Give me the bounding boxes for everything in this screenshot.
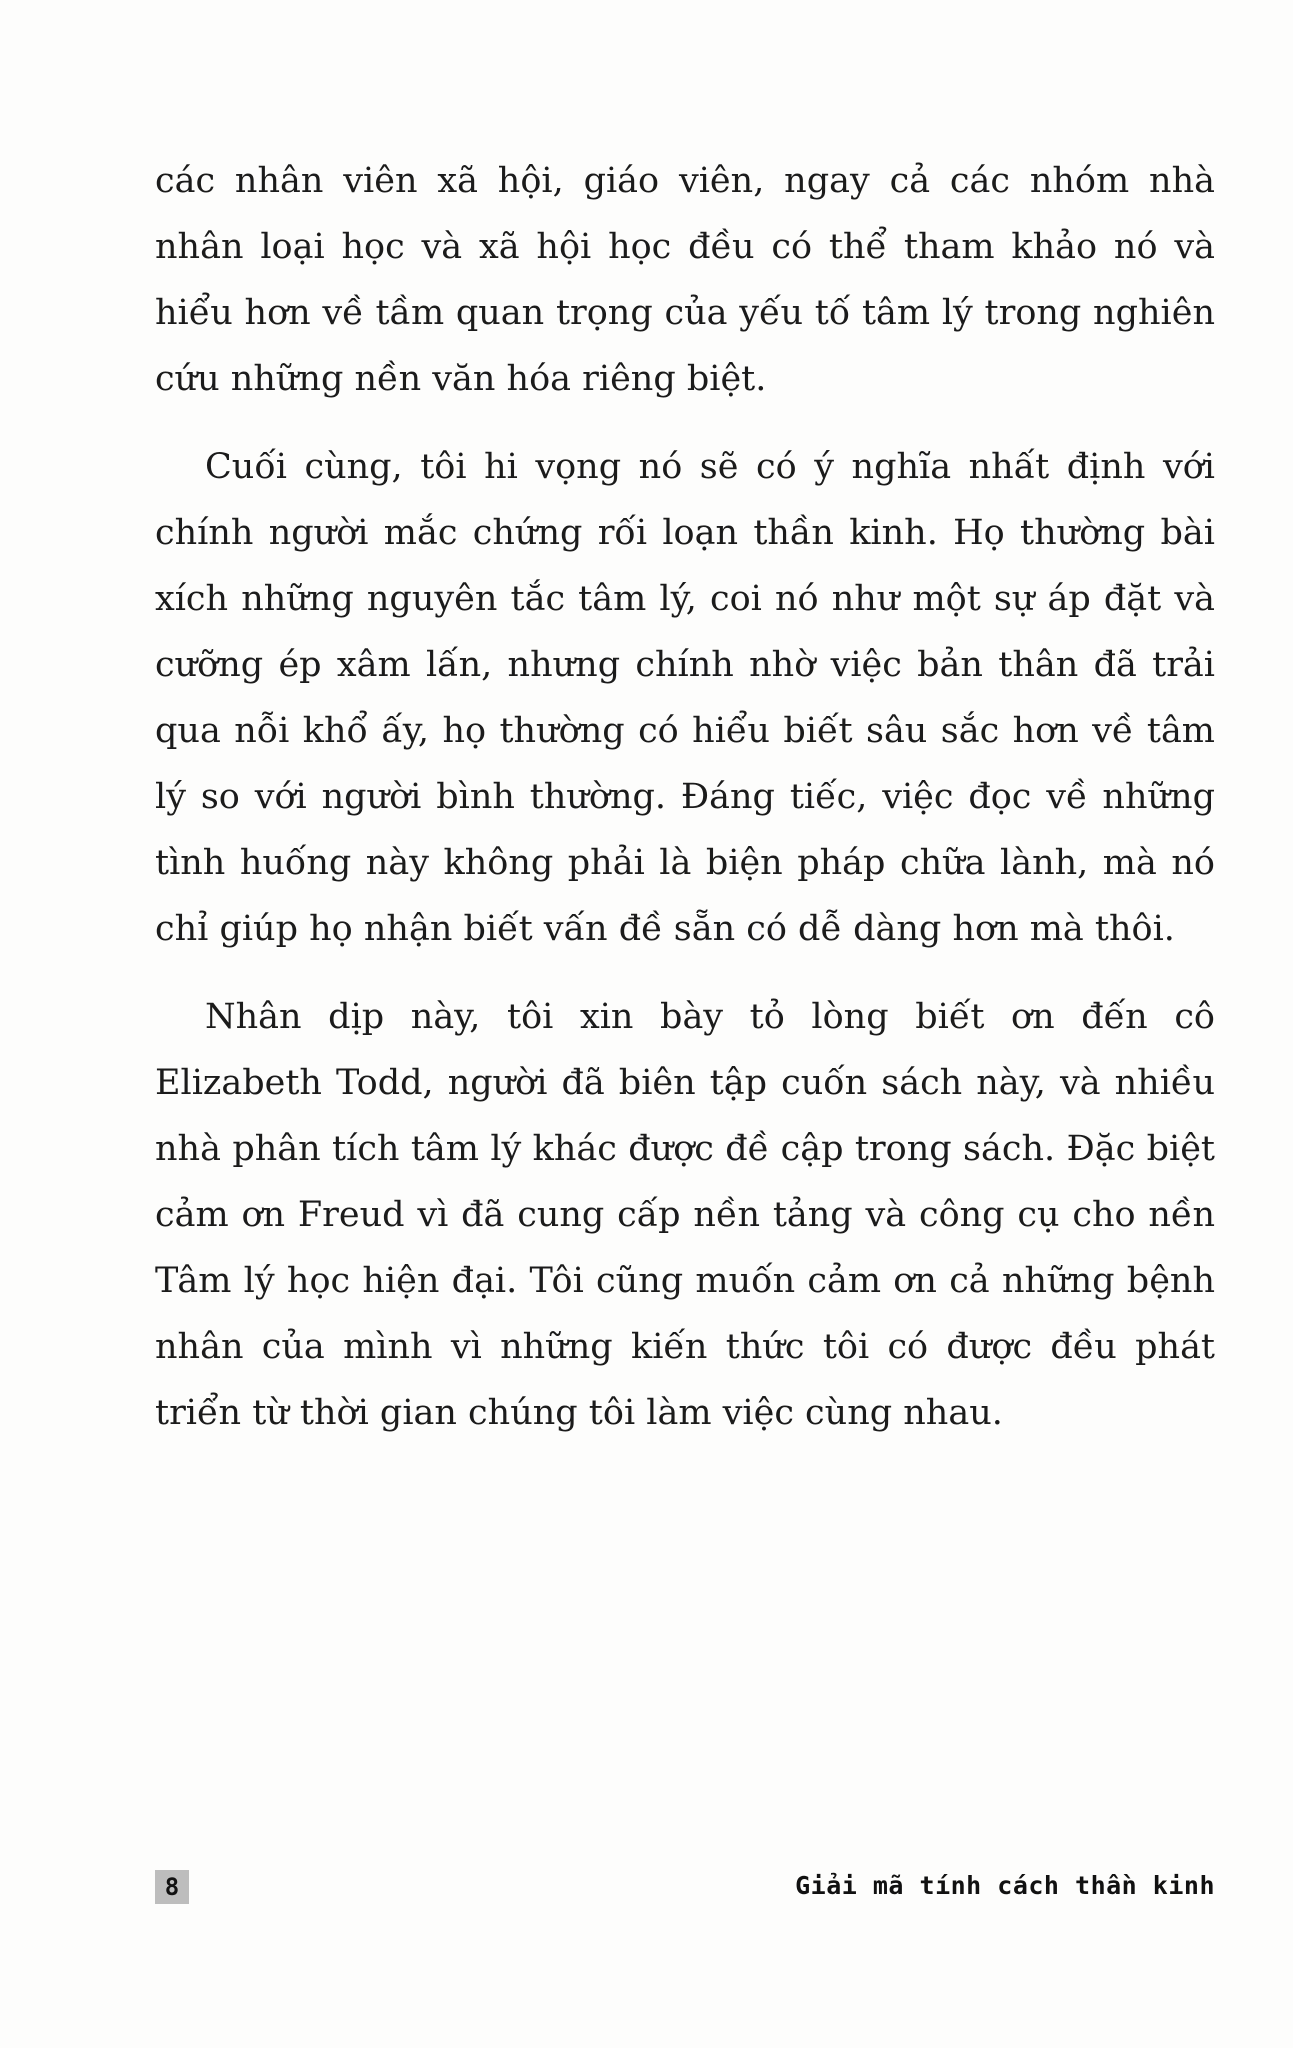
page-footer xyxy=(155,1862,1215,1910)
body-text xyxy=(155,148,1215,1446)
paragraph-continuation: các nhân viên xã hội, giáo viên, ngay cả các nhóm nhà nhân loại học và xã hội học đều có thể tham khảo nó và hiểu hơn về tầm quan trọng của yếu tố tâm lý trong nghiên cứu những nền văn hóa riêng biệt. xyxy=(155,161,1215,399)
page-number: 8 xyxy=(155,1870,189,1904)
running-title: Giải mã tính cách thần kinh xyxy=(795,1871,1215,1900)
paragraph-hope: Cuối cùng, tôi hi vọng nó sẽ có ý nghĩa nhất định với chính người mắc chứng rối loạn thần kinh. Họ thường bài xích những nguyên tắc tâm lý, coi nó như một sự áp đặt và cưỡng ép xâm lấn, nhưng chính nhờ việc bản thân đã trải qua nỗi khổ ấy, họ thường có hiểu biết sâu sắc hơn về tâm lý so với người bình thường. Đáng tiếc, việc đọc về những tình huống này không phải là biện pháp chữa lành, mà nó chỉ giúp họ nhận biết vấn đề sẵn có dễ dàng hơn mà thôi. xyxy=(155,447,1215,949)
paragraph-acknowledgements: Nhân dịp này, tôi xin bày tỏ lòng biết ơn đến cô Elizabeth Todd, người đã biên tập cuốn sách này, và nhiều nhà phân tích tâm lý khác được đề cập trong sách. Đặc biệt cảm ơn Freud vì đã cung cấp nền tảng và công cụ cho nền Tâm lý học hiện đại. Tôi cũng muốn cảm ơn cả những bệnh nhân của mình vì những kiến thức tôi có được đều phát triển từ thời gian chúng tôi làm việc cùng nhau. xyxy=(155,997,1215,1433)
